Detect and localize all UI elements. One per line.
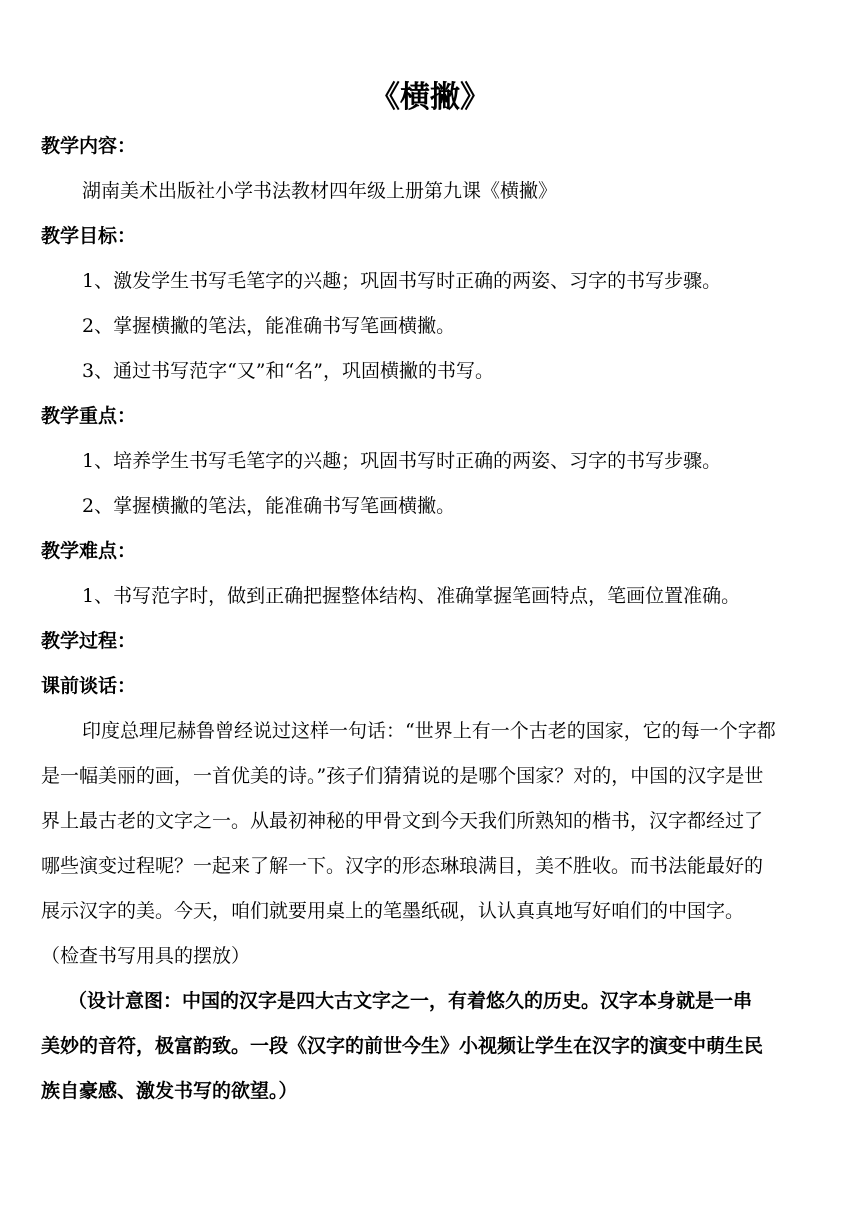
- pre-talk-line: 界上最古老的文字之一。从最初神秘的甲骨文到今天我们所熟知的楷书，汉字都经过了: [41, 810, 764, 832]
- design-intent-line: （设计意图：中国的汉字是四大古文字之一，有着悠久的历史。汉字本身就是一串: [68, 990, 753, 1012]
- key-point-item: 1、培养学生书写毛笔字的兴趣；巩固书写时正确的两姿、习字的书写步骤。: [82, 450, 722, 472]
- objective-item: 3、通过书写范字“又”和“名”，巩固横撇的书写。: [82, 360, 494, 382]
- content-heading: 教学内容：: [41, 135, 137, 157]
- design-intent-line: 族自豪感、激发书写的欲望。）: [41, 1080, 298, 1102]
- design-intent-line: 美妙的音符，极富韵致。一段《汉字的前世今生》小视频让学生在汉字的演变中萌生民: [41, 1035, 764, 1057]
- objective-item: 2、掌握横撇的笔法，能准确书写笔画横撇。: [82, 315, 456, 337]
- pre-talk-line: （检查书写用具的摆放）: [41, 945, 251, 967]
- objectives-heading: 教学目标：: [41, 225, 137, 247]
- content-text: 湖南美术出版社小学书法教材四年级上册第九课《横撇》: [82, 180, 558, 202]
- key-points-heading: 教学重点：: [41, 405, 137, 427]
- document-title: 《横撇》: [370, 80, 490, 115]
- key-point-item: 2、掌握横撇的笔法，能准确书写笔画横撇。: [82, 495, 456, 517]
- pre-talk-line: 是一幅美丽的画，一首优美的诗。”孩子们猜猜说的是哪个国家？对的，中国的汉字是世: [41, 765, 764, 787]
- process-heading: 教学过程：: [41, 630, 137, 652]
- difficulties-heading: 教学难点：: [41, 540, 137, 562]
- pre-talk-heading: 课前谈话：: [41, 675, 137, 697]
- pre-talk-line: 展示汉字的美。今天，咱们就要用桌上的笔墨纸砚，认认真真地写好咱们的中国字。: [41, 900, 745, 922]
- objective-item: 1、激发学生书写毛笔字的兴趣；巩固书写时正确的两姿、习字的书写步骤。: [82, 270, 722, 292]
- difficulty-item: 1、书写范字时，做到正确把握整体结构、准确掌握笔画特点，笔画位置准确。: [82, 585, 741, 607]
- pre-talk-line: 哪些演变过程呢？一起来了解一下。汉字的形态琳琅满目，美不胜收。而书法能最好的: [41, 855, 764, 877]
- pre-talk-line: 印度总理尼赫鲁曾经说过这样一句话：“世界上有一个古老的国家，它的每一个字都: [82, 720, 776, 742]
